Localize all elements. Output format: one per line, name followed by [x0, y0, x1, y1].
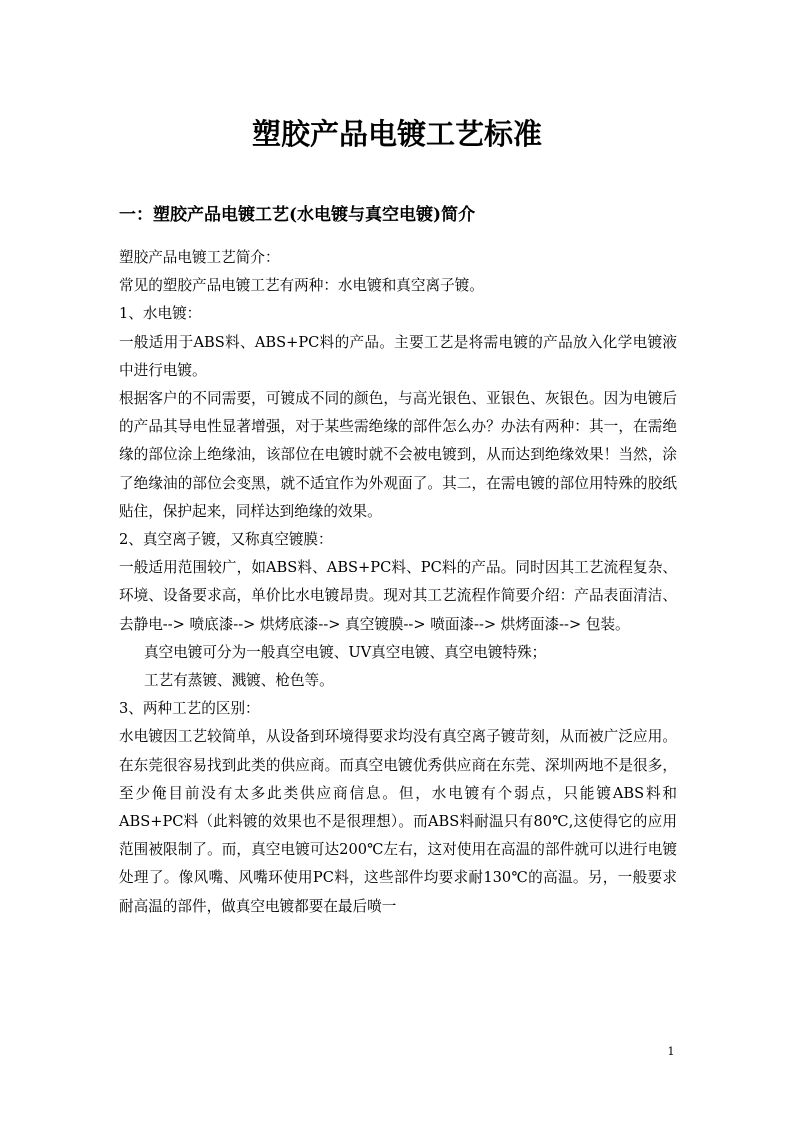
- document-title: 塑胶产品电镀工艺标准: [251, 117, 542, 151]
- paragraph-water-plating-colors: 根据客户的不同需要，可镀成不同的颜色，与高光银色、亚银色、灰银色。因为电镀后的产品其导电性显著增强，对于某些需绝缘的部件怎么办？办法有两种：其一，在需绝缘的部位涂上绝缘油，该部位在电镀时就不会被电镀到，从而达到绝缘效果！当然，涂了绝缘油的部位会变黑，就不适宜作为外观面了。其二，在需电镀的部位用特殊的胶纸贴住，保护起来，同样达到绝缘的效果。: [119, 390, 677, 520]
- paragraph-heading-water-plating: 1、水电镀：: [119, 305, 202, 323]
- paragraph-vacuum-plating-types: 真空电镀可分为一般真空电镀、UV真空电镀、真空电镀特殊；: [144, 643, 547, 661]
- paragraph-vacuum-plating-process: 一般适用范围较广，如ABS料、ABS+PC料、PC料的产品。同时因其工艺流程复杂、环境、设备要求高，单价比水电镀昂贵。现对其工艺流程作简要介绍：产品表面清洁、去静电--> 喷底漆--> 烘烤底漆--> 真空镀膜--> 喷面漆--> 烘烤面漆--> 包装。: [119, 559, 677, 633]
- paragraph-intro: 常见的塑胶产品电镀工艺有两种：水电镀和真空离子镀。: [119, 277, 484, 295]
- page-number: 1: [667, 1045, 675, 1058]
- paragraph-differences: 水电镀因工艺较简单，从设备到环境得要求均没有真空离子镀苛刻，从而被广泛应用。在东莞很容易找到此类的供应商。而真空电镀优秀供应商在东莞、深圳两地不是很多，至少俺目前没有太多此类供应商信息。但，水电镀有个弱点，只能镀ABS料和ABS+PC料（此料镀的效果也不是很理想）。而ABS料耐温只有80℃,这使得它的应用范围被限制了。而，真空电镀可达200℃左右，这对使用在高温的部件就可以进行电镀处理了。像风嘴、风嘴环使用PC料，这些部件均要求耐130℃的高温。另，一般要求耐高温的部件，做真空电镀都要在最后喷一: [119, 728, 677, 915]
- section-heading: 一：塑胶产品电镀工艺(水电镀与真空电镀)简介: [119, 205, 476, 225]
- paragraph-water-plating-scope: 一般适用于ABS料、ABS+PC料的产品。主要工艺是将需电镀的产品放入化学电镀液中进行电镀。: [119, 333, 677, 379]
- paragraph-heading-differences: 3、两种工艺的区别：: [119, 700, 260, 718]
- document-body: [119, 244, 677, 921]
- paragraph-heading-vacuum-plating: 2、真空离子镀，又称真空镀膜：: [119, 531, 333, 549]
- paragraph-intro-label: 塑胶产品电镀工艺简介：: [119, 249, 280, 266]
- paragraph-vacuum-plating-methods: 工艺有蒸镀、溅镀、枪色等。: [144, 672, 334, 690]
